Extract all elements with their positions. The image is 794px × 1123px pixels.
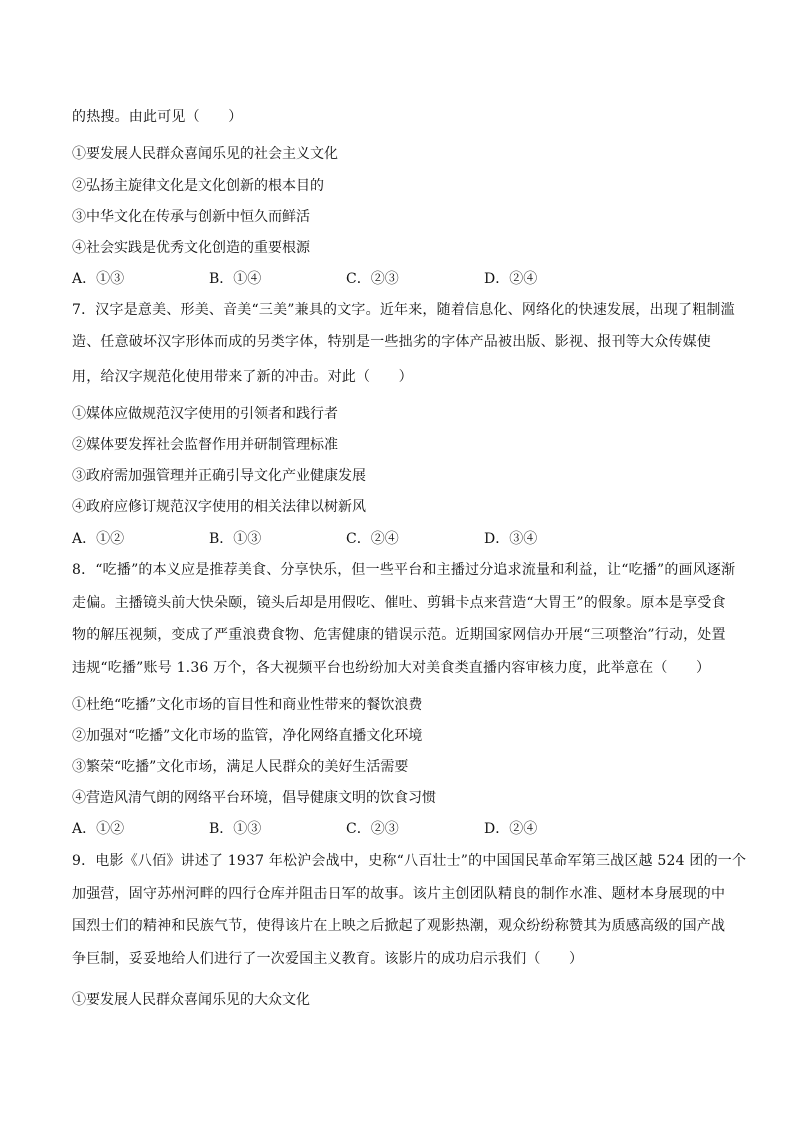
q8-stem-line-1: 8．“吃播”的本义应是推荐美食、分享快乐，但一些平台和主播过分追求流量和利益，让“吃播”的画风逐渐 — [72, 562, 736, 578]
q8-option-a: A．①② — [72, 821, 125, 837]
q7-stem-line-2: 造、任意破坏汉字形体而成的另类字体，特别是一些拙劣的字体产品被出版、影视、报刊等大众传媒使 — [72, 334, 711, 350]
question-6-stem-tail: 的热搜。由此可见（ ） — [72, 109, 243, 125]
q8-stem-line-4: 违规“吃播”账号 1.36 万个，各大视频平台也纷纷加大对美食类直播内容审核力度，此举意在（ ） — [72, 660, 711, 676]
q8-item-4: ④营造风清气朗的网络平台环境，倡导健康文明的饮食习惯 — [72, 790, 436, 806]
q8-option-b: B．①③ — [209, 821, 262, 837]
q7-stem-line-3: 用，给汉字规范化使用带来了新的冲击。对此（ ） — [72, 369, 413, 385]
q9-stem-line-3: 国烈士们的精神和民族气节，使得该片在上映之后掀起了观影热潮，观众纷纷称赞其为质感高级的国产战 — [72, 918, 726, 934]
q9-stem-line-4: 争巨制，妥妥地给人们进行了一次爱国主义教育。该影片的成功启示我们（ ） — [72, 951, 584, 967]
q9-stem-line-1: 9．电影《八佰》讲述了 1937 年松沪会战中，史称“八百壮士”的中国国民革命军第三战区越 524 团的一个 — [72, 853, 747, 869]
q8-stem-line-3: 物的解压视频，变成了严重浪费食物、危害健康的错误示范。近期国家网信办开展“三项整治”行动，处置 — [72, 627, 726, 643]
q7-item-2: ②媒体要发挥社会监督作用并研制管理标准 — [72, 437, 338, 453]
q6-item-1: ①要发展人民群众喜闻乐见的社会主义文化 — [72, 146, 338, 162]
q6-item-4: ④社会实践是优秀文化创造的重要根源 — [72, 240, 310, 256]
q7-option-b: B．①③ — [209, 531, 262, 547]
q6-option-a: A．①③ — [72, 271, 125, 287]
q6-item-2: ②弘扬主旋律文化是文化创新的根本目的 — [72, 178, 324, 194]
q9-item-1: ①要发展人民群众喜闻乐见的大众文化 — [72, 992, 310, 1008]
q8-option-d: D．②④ — [484, 821, 538, 837]
q8-stem-line-2: 走偏。主播镜头前大快朵颐，镜头后却是用假吃、催吐、剪辑卡点来营造“大胃王”的假象。原本是享受食 — [72, 595, 726, 611]
q6-option-b: B．①④ — [209, 271, 262, 287]
q8-option-c: C．②③ — [346, 821, 399, 837]
q7-item-3: ③政府需加强管理并正确引导文化产业健康发展 — [72, 468, 366, 484]
q6-item-3: ③中华文化在传承与创新中恒久而鲜活 — [72, 209, 310, 225]
q8-item-2: ②加强对“吃播”文化市场的监管，净化网络直播文化环境 — [72, 728, 423, 744]
q6-option-c: C．②③ — [346, 271, 399, 287]
q7-option-c: C．②④ — [346, 531, 399, 547]
q7-stem-line-1: 7．汉字是意美、形美、音美“三美”兼具的文字。近年来，随着信息化、网络化的快速发展，出现了粗制滥 — [72, 302, 735, 318]
q7-option-d: D．③④ — [484, 531, 538, 547]
q8-item-1: ①杜绝“吃播”文化市场的盲目性和商业性带来的餐饮浪费 — [72, 697, 423, 713]
q7-item-1: ①媒体应做规范汉字使用的引领者和践行者 — [72, 406, 338, 422]
q7-item-4: ④政府应修订规范汉字使用的相关法律以树新风 — [72, 499, 366, 515]
q9-stem-line-2: 加强营，固守苏州河畔的四行仓库并阻击日军的故事。该片主创团队精良的制作水准、题材本身展现的中 — [72, 886, 726, 902]
q6-option-d: D．②④ — [484, 271, 538, 287]
q7-option-a: A．①② — [72, 531, 125, 547]
q8-item-3: ③繁荣“吃播”文化市场，满足人民群众的美好生活需要 — [72, 759, 409, 775]
